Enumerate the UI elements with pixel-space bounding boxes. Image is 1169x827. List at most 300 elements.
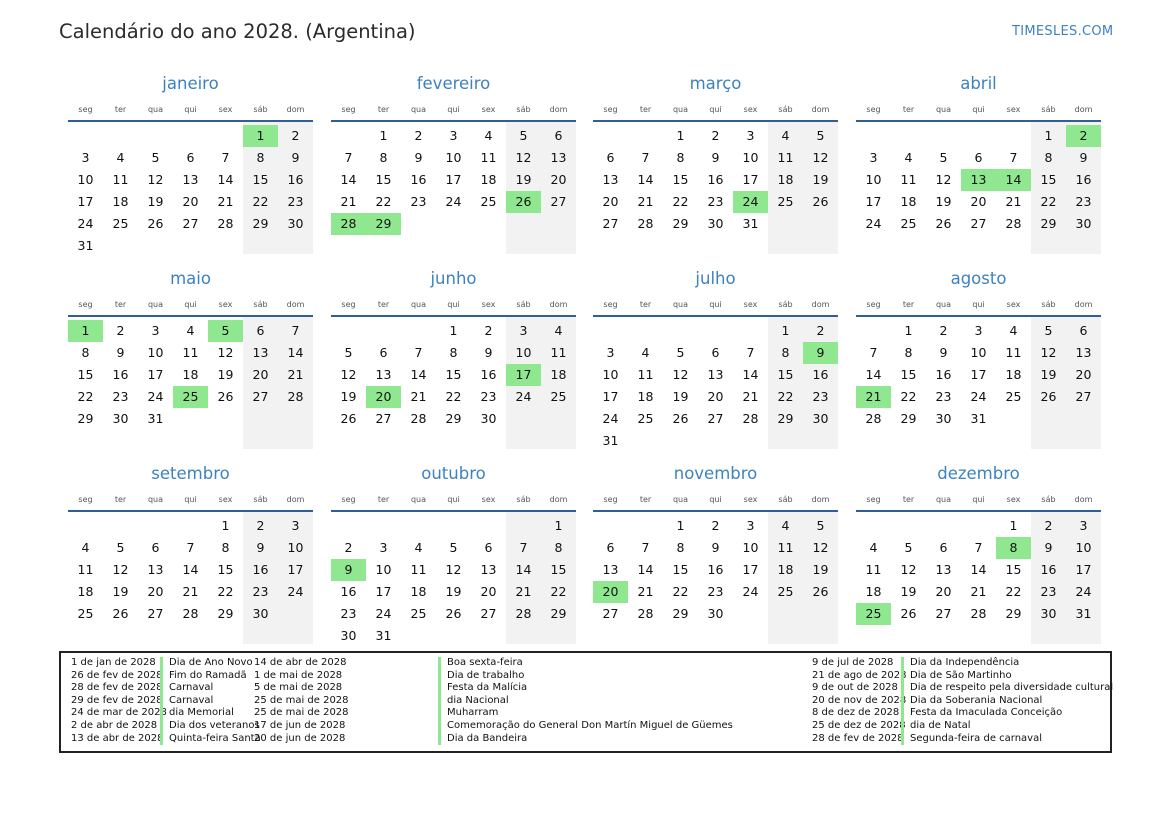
- day-cell[interactable]: 20: [970, 194, 987, 209]
- day-cell[interactable]: 19: [340, 389, 357, 404]
- day-cell[interactable]: 19: [112, 584, 129, 599]
- day-cell[interactable]: 26: [217, 389, 234, 404]
- day-cell[interactable]: 16: [1040, 562, 1057, 577]
- holiday-day-cell[interactable]: 17: [506, 364, 541, 386]
- day-cell[interactable]: 28: [742, 411, 759, 426]
- day-cell[interactable]: 7: [641, 540, 650, 555]
- day-cell[interactable]: 30: [1075, 216, 1092, 231]
- day-cell[interactable]: 19: [812, 562, 829, 577]
- day-cell[interactable]: 14: [410, 367, 427, 382]
- day-cell[interactable]: 4: [484, 128, 493, 143]
- day-cell[interactable]: 21: [217, 194, 234, 209]
- day-cell[interactable]: 1: [781, 323, 790, 338]
- day-cell[interactable]: 21: [637, 194, 654, 209]
- day-cell[interactable]: 22: [1005, 584, 1022, 599]
- day-cell[interactable]: 31: [147, 411, 164, 426]
- day-cell[interactable]: 28: [970, 606, 987, 621]
- day-cell[interactable]: 29: [900, 411, 917, 426]
- day-cell[interactable]: 17: [742, 172, 759, 187]
- day-cell[interactable]: 26: [147, 216, 164, 231]
- day-cell[interactable]: 16: [1075, 172, 1092, 187]
- day-cell[interactable]: 19: [147, 194, 164, 209]
- day-cell[interactable]: 11: [865, 562, 882, 577]
- day-cell[interactable]: 13: [602, 562, 619, 577]
- day-cell[interactable]: 22: [777, 389, 794, 404]
- day-cell[interactable]: 13: [252, 345, 269, 360]
- day-cell[interactable]: 9: [256, 540, 265, 555]
- day-cell[interactable]: 17: [742, 562, 759, 577]
- day-cell[interactable]: 18: [112, 194, 129, 209]
- day-cell[interactable]: 26: [445, 606, 462, 621]
- day-cell[interactable]: 14: [182, 562, 199, 577]
- day-cell[interactable]: 27: [602, 216, 619, 231]
- day-cell[interactable]: 30: [1040, 606, 1057, 621]
- day-cell[interactable]: 15: [777, 367, 794, 382]
- day-cell[interactable]: 22: [445, 389, 462, 404]
- day-cell[interactable]: 29: [1005, 606, 1022, 621]
- day-cell[interactable]: 17: [445, 172, 462, 187]
- day-cell[interactable]: 21: [515, 584, 532, 599]
- day-cell[interactable]: 1: [904, 323, 913, 338]
- day-cell[interactable]: 16: [287, 172, 304, 187]
- day-cell[interactable]: 12: [935, 172, 952, 187]
- day-cell[interactable]: 15: [672, 172, 689, 187]
- day-cell[interactable]: 9: [414, 150, 423, 165]
- day-cell[interactable]: 16: [410, 172, 427, 187]
- day-cell[interactable]: 25: [777, 584, 794, 599]
- day-cell[interactable]: 1: [1044, 128, 1053, 143]
- day-cell[interactable]: 5: [151, 150, 160, 165]
- day-cell[interactable]: 11: [777, 150, 794, 165]
- day-cell[interactable]: 20: [602, 194, 619, 209]
- day-cell[interactable]: 27: [375, 411, 392, 426]
- day-cell[interactable]: 9: [484, 345, 493, 360]
- day-cell[interactable]: 28: [637, 216, 654, 231]
- day-cell[interactable]: 8: [379, 150, 388, 165]
- day-cell[interactable]: 11: [112, 172, 129, 187]
- day-cell[interactable]: 22: [1040, 194, 1057, 209]
- day-cell[interactable]: 25: [77, 606, 94, 621]
- day-cell[interactable]: 15: [900, 367, 917, 382]
- day-cell[interactable]: 16: [812, 367, 829, 382]
- day-cell[interactable]: 16: [707, 562, 724, 577]
- day-cell[interactable]: 15: [550, 562, 567, 577]
- day-cell[interactable]: 3: [974, 323, 983, 338]
- day-cell[interactable]: 4: [641, 345, 650, 360]
- day-cell[interactable]: 10: [77, 172, 94, 187]
- day-cell[interactable]: 28: [637, 606, 654, 621]
- day-cell[interactable]: 26: [112, 606, 129, 621]
- day-cell[interactable]: 16: [480, 367, 497, 382]
- day-cell[interactable]: 19: [900, 584, 917, 599]
- day-cell[interactable]: 12: [217, 345, 234, 360]
- day-cell[interactable]: 20: [480, 584, 497, 599]
- day-cell[interactable]: 27: [935, 606, 952, 621]
- day-cell[interactable]: 6: [379, 345, 388, 360]
- day-cell[interactable]: 12: [672, 367, 689, 382]
- day-cell[interactable]: 3: [379, 540, 388, 555]
- day-cell[interactable]: 16: [935, 367, 952, 382]
- day-cell[interactable]: 23: [252, 584, 269, 599]
- day-cell[interactable]: 5: [904, 540, 913, 555]
- day-cell[interactable]: 19: [672, 389, 689, 404]
- day-cell[interactable]: 30: [480, 411, 497, 426]
- day-cell[interactable]: 10: [287, 540, 304, 555]
- day-cell[interactable]: 29: [252, 216, 269, 231]
- day-cell[interactable]: 1: [676, 128, 685, 143]
- day-cell[interactable]: 25: [550, 389, 567, 404]
- day-cell[interactable]: 10: [1075, 540, 1092, 555]
- day-cell[interactable]: 24: [602, 411, 619, 426]
- day-cell[interactable]: 22: [252, 194, 269, 209]
- day-cell[interactable]: 4: [904, 150, 913, 165]
- day-cell[interactable]: 30: [112, 411, 129, 426]
- day-cell[interactable]: 4: [186, 323, 195, 338]
- day-cell[interactable]: 2: [116, 323, 125, 338]
- day-cell[interactable]: 1: [221, 518, 230, 533]
- day-cell[interactable]: 5: [939, 150, 948, 165]
- day-cell[interactable]: 19: [935, 194, 952, 209]
- day-cell[interactable]: 11: [182, 345, 199, 360]
- day-cell[interactable]: 23: [287, 194, 304, 209]
- day-cell[interactable]: 23: [480, 389, 497, 404]
- day-cell[interactable]: 14: [970, 562, 987, 577]
- day-cell[interactable]: 18: [77, 584, 94, 599]
- day-cell[interactable]: 8: [676, 540, 685, 555]
- day-cell[interactable]: 20: [252, 367, 269, 382]
- day-cell[interactable]: 24: [515, 389, 532, 404]
- day-cell[interactable]: 24: [970, 389, 987, 404]
- day-cell[interactable]: 27: [970, 216, 987, 231]
- day-cell[interactable]: 16: [112, 367, 129, 382]
- day-cell[interactable]: 11: [777, 540, 794, 555]
- day-cell[interactable]: 3: [606, 345, 615, 360]
- day-cell[interactable]: 12: [1040, 345, 1057, 360]
- holiday-day-cell[interactable]: 24: [733, 191, 768, 213]
- day-cell[interactable]: 17: [77, 194, 94, 209]
- day-cell[interactable]: 23: [340, 606, 357, 621]
- day-cell[interactable]: 7: [746, 345, 755, 360]
- day-cell[interactable]: 7: [186, 540, 195, 555]
- day-cell[interactable]: 20: [550, 172, 567, 187]
- day-cell[interactable]: 1: [379, 128, 388, 143]
- day-cell[interactable]: 17: [287, 562, 304, 577]
- day-cell[interactable]: 22: [672, 194, 689, 209]
- day-cell[interactable]: 7: [1009, 150, 1018, 165]
- day-cell[interactable]: 19: [812, 172, 829, 187]
- day-cell[interactable]: 26: [340, 411, 357, 426]
- day-cell[interactable]: 24: [1075, 584, 1092, 599]
- day-cell[interactable]: 10: [742, 150, 759, 165]
- day-cell[interactable]: 22: [550, 584, 567, 599]
- day-cell[interactable]: 8: [256, 150, 265, 165]
- day-cell[interactable]: 15: [217, 562, 234, 577]
- day-cell[interactable]: 2: [256, 518, 265, 533]
- day-cell[interactable]: 8: [781, 345, 790, 360]
- day-cell[interactable]: 17: [865, 194, 882, 209]
- day-cell[interactable]: 20: [707, 389, 724, 404]
- day-cell[interactable]: 12: [340, 367, 357, 382]
- day-cell[interactable]: 15: [375, 172, 392, 187]
- day-cell[interactable]: 31: [375, 628, 392, 643]
- day-cell[interactable]: 25: [1005, 389, 1022, 404]
- day-cell[interactable]: 28: [865, 411, 882, 426]
- day-cell[interactable]: 20: [147, 584, 164, 599]
- day-cell[interactable]: 26: [672, 411, 689, 426]
- day-cell[interactable]: 11: [637, 367, 654, 382]
- day-cell[interactable]: 7: [974, 540, 983, 555]
- day-cell[interactable]: 7: [414, 345, 423, 360]
- day-cell[interactable]: 27: [182, 216, 199, 231]
- day-cell[interactable]: 23: [812, 389, 829, 404]
- day-cell[interactable]: 30: [707, 216, 724, 231]
- day-cell[interactable]: 30: [287, 216, 304, 231]
- day-cell[interactable]: 18: [410, 584, 427, 599]
- day-cell[interactable]: 14: [287, 345, 304, 360]
- day-cell[interactable]: 23: [707, 584, 724, 599]
- day-cell[interactable]: 14: [340, 172, 357, 187]
- day-cell[interactable]: 12: [445, 562, 462, 577]
- day-cell[interactable]: 3: [519, 323, 528, 338]
- day-cell[interactable]: 28: [410, 411, 427, 426]
- day-cell[interactable]: 17: [375, 584, 392, 599]
- day-cell[interactable]: 5: [116, 540, 125, 555]
- day-cell[interactable]: 19: [445, 584, 462, 599]
- day-cell[interactable]: 17: [602, 389, 619, 404]
- day-cell[interactable]: 23: [707, 194, 724, 209]
- day-cell[interactable]: 18: [182, 367, 199, 382]
- day-cell[interactable]: 22: [217, 584, 234, 599]
- day-cell[interactable]: 29: [777, 411, 794, 426]
- day-cell[interactable]: 7: [291, 323, 300, 338]
- day-cell[interactable]: 7: [519, 540, 528, 555]
- day-cell[interactable]: 28: [515, 606, 532, 621]
- day-cell[interactable]: 7: [221, 150, 230, 165]
- holiday-day-cell[interactable]: 2: [1066, 125, 1101, 147]
- day-cell[interactable]: 18: [777, 562, 794, 577]
- day-cell[interactable]: 14: [742, 367, 759, 382]
- day-cell[interactable]: 4: [554, 323, 563, 338]
- day-cell[interactable]: 20: [935, 584, 952, 599]
- day-cell[interactable]: 10: [742, 540, 759, 555]
- day-cell[interactable]: 28: [1005, 216, 1022, 231]
- day-cell[interactable]: 31: [970, 411, 987, 426]
- day-cell[interactable]: 13: [602, 172, 619, 187]
- day-cell[interactable]: 20: [182, 194, 199, 209]
- day-cell[interactable]: 29: [672, 216, 689, 231]
- day-cell[interactable]: 5: [1044, 323, 1053, 338]
- day-cell[interactable]: 13: [182, 172, 199, 187]
- day-cell[interactable]: 23: [1040, 584, 1057, 599]
- day-cell[interactable]: 8: [1044, 150, 1053, 165]
- holiday-day-cell[interactable]: 5: [208, 320, 243, 342]
- holiday-day-cell[interactable]: 13: [961, 169, 996, 191]
- day-cell[interactable]: 14: [217, 172, 234, 187]
- holiday-day-cell[interactable]: 29: [366, 213, 401, 235]
- day-cell[interactable]: 22: [672, 584, 689, 599]
- day-cell[interactable]: 29: [550, 606, 567, 621]
- day-cell[interactable]: 13: [375, 367, 392, 382]
- day-cell[interactable]: 27: [1075, 389, 1092, 404]
- holiday-day-cell[interactable]: 1: [243, 125, 278, 147]
- day-cell[interactable]: 5: [816, 128, 825, 143]
- day-cell[interactable]: 7: [641, 150, 650, 165]
- day-cell[interactable]: 5: [816, 518, 825, 533]
- day-cell[interactable]: 24: [147, 389, 164, 404]
- day-cell[interactable]: 5: [344, 345, 353, 360]
- day-cell[interactable]: 4: [781, 128, 790, 143]
- day-cell[interactable]: 5: [676, 345, 685, 360]
- day-cell[interactable]: 1: [1009, 518, 1018, 533]
- day-cell[interactable]: 9: [1079, 150, 1088, 165]
- day-cell[interactable]: 28: [287, 389, 304, 404]
- day-cell[interactable]: 17: [970, 367, 987, 382]
- day-cell[interactable]: 10: [445, 150, 462, 165]
- day-cell[interactable]: 25: [900, 216, 917, 231]
- day-cell[interactable]: 18: [1005, 367, 1022, 382]
- day-cell[interactable]: 6: [606, 150, 615, 165]
- day-cell[interactable]: 18: [637, 389, 654, 404]
- day-cell[interactable]: 21: [410, 389, 427, 404]
- day-cell[interactable]: 6: [256, 323, 265, 338]
- day-cell[interactable]: 21: [287, 367, 304, 382]
- day-cell[interactable]: 6: [974, 150, 983, 165]
- day-cell[interactable]: 3: [151, 323, 160, 338]
- day-cell[interactable]: 11: [900, 172, 917, 187]
- day-cell[interactable]: 1: [449, 323, 458, 338]
- day-cell[interactable]: 7: [344, 150, 353, 165]
- day-cell[interactable]: 19: [1040, 367, 1057, 382]
- day-cell[interactable]: 13: [707, 367, 724, 382]
- day-cell[interactable]: 12: [515, 150, 532, 165]
- holiday-day-cell[interactable]: 14: [996, 169, 1031, 191]
- day-cell[interactable]: 24: [287, 584, 304, 599]
- day-cell[interactable]: 26: [812, 584, 829, 599]
- day-cell[interactable]: 6: [186, 150, 195, 165]
- day-cell[interactable]: 12: [112, 562, 129, 577]
- day-cell[interactable]: 4: [414, 540, 423, 555]
- day-cell[interactable]: 26: [1040, 389, 1057, 404]
- day-cell[interactable]: 19: [515, 172, 532, 187]
- day-cell[interactable]: 18: [865, 584, 882, 599]
- day-cell[interactable]: 2: [711, 518, 720, 533]
- day-cell[interactable]: 14: [515, 562, 532, 577]
- day-cell[interactable]: 1: [676, 518, 685, 533]
- day-cell[interactable]: 22: [77, 389, 94, 404]
- day-cell[interactable]: 2: [816, 323, 825, 338]
- day-cell[interactable]: 15: [1040, 172, 1057, 187]
- day-cell[interactable]: 29: [77, 411, 94, 426]
- day-cell[interactable]: 8: [221, 540, 230, 555]
- day-cell[interactable]: 16: [252, 562, 269, 577]
- day-cell[interactable]: 23: [935, 389, 952, 404]
- day-cell[interactable]: 26: [812, 194, 829, 209]
- day-cell[interactable]: 15: [252, 172, 269, 187]
- day-cell[interactable]: 16: [340, 584, 357, 599]
- day-cell[interactable]: 21: [742, 389, 759, 404]
- day-cell[interactable]: 27: [480, 606, 497, 621]
- day-cell[interactable]: 3: [291, 518, 300, 533]
- day-cell[interactable]: 11: [410, 562, 427, 577]
- day-cell[interactable]: 8: [554, 540, 563, 555]
- day-cell[interactable]: 6: [606, 540, 615, 555]
- day-cell[interactable]: 2: [939, 323, 948, 338]
- day-cell[interactable]: 15: [672, 562, 689, 577]
- day-cell[interactable]: 20: [1075, 367, 1092, 382]
- holiday-day-cell[interactable]: 25: [173, 386, 208, 408]
- day-cell[interactable]: 23: [112, 389, 129, 404]
- day-cell[interactable]: 14: [637, 172, 654, 187]
- day-cell[interactable]: 2: [291, 128, 300, 143]
- day-cell[interactable]: 4: [869, 540, 878, 555]
- day-cell[interactable]: 2: [344, 540, 353, 555]
- day-cell[interactable]: 23: [1075, 194, 1092, 209]
- day-cell[interactable]: 24: [445, 194, 462, 209]
- day-cell[interactable]: 12: [900, 562, 917, 577]
- day-cell[interactable]: 4: [116, 150, 125, 165]
- day-cell[interactable]: 3: [869, 150, 878, 165]
- day-cell[interactable]: 9: [711, 150, 720, 165]
- day-cell[interactable]: 14: [865, 367, 882, 382]
- day-cell[interactable]: 24: [77, 216, 94, 231]
- day-cell[interactable]: 21: [340, 194, 357, 209]
- day-cell[interactable]: 15: [445, 367, 462, 382]
- holiday-day-cell[interactable]: 9: [331, 559, 366, 581]
- day-cell[interactable]: 10: [147, 345, 164, 360]
- day-cell[interactable]: 8: [81, 345, 90, 360]
- day-cell[interactable]: 30: [340, 628, 357, 643]
- day-cell[interactable]: 28: [217, 216, 234, 231]
- day-cell[interactable]: 30: [935, 411, 952, 426]
- day-cell[interactable]: 10: [865, 172, 882, 187]
- day-cell[interactable]: 14: [637, 562, 654, 577]
- day-cell[interactable]: 27: [602, 606, 619, 621]
- day-cell[interactable]: 17: [147, 367, 164, 382]
- site-brand-link[interactable]: TIMESLES.COM: [1012, 24, 1114, 39]
- day-cell[interactable]: 22: [900, 389, 917, 404]
- day-cell[interactable]: 3: [1079, 518, 1088, 533]
- day-cell[interactable]: 30: [707, 606, 724, 621]
- day-cell[interactable]: 3: [746, 128, 755, 143]
- day-cell[interactable]: 18: [777, 172, 794, 187]
- day-cell[interactable]: 13: [1075, 345, 1092, 360]
- day-cell[interactable]: 24: [375, 606, 392, 621]
- day-cell[interactable]: 29: [445, 411, 462, 426]
- day-cell[interactable]: 25: [480, 194, 497, 209]
- day-cell[interactable]: 8: [449, 345, 458, 360]
- day-cell[interactable]: 9: [1044, 540, 1053, 555]
- day-cell[interactable]: 18: [480, 172, 497, 187]
- day-cell[interactable]: 15: [1005, 562, 1022, 577]
- day-cell[interactable]: 29: [672, 606, 689, 621]
- day-cell[interactable]: 21: [970, 584, 987, 599]
- day-cell[interactable]: 3: [746, 518, 755, 533]
- day-cell[interactable]: 8: [676, 150, 685, 165]
- holiday-day-cell[interactable]: 21: [856, 386, 891, 408]
- day-cell[interactable]: 26: [900, 606, 917, 621]
- holiday-day-cell[interactable]: 28: [331, 213, 366, 235]
- day-cell[interactable]: 1: [554, 518, 563, 533]
- day-cell[interactable]: 9: [291, 150, 300, 165]
- holiday-day-cell[interactable]: 20: [366, 386, 401, 408]
- day-cell[interactable]: 26: [935, 216, 952, 231]
- day-cell[interactable]: 9: [939, 345, 948, 360]
- day-cell[interactable]: 11: [550, 345, 567, 360]
- day-cell[interactable]: 2: [414, 128, 423, 143]
- day-cell[interactable]: 27: [550, 194, 567, 209]
- day-cell[interactable]: 6: [484, 540, 493, 555]
- day-cell[interactable]: 25: [410, 606, 427, 621]
